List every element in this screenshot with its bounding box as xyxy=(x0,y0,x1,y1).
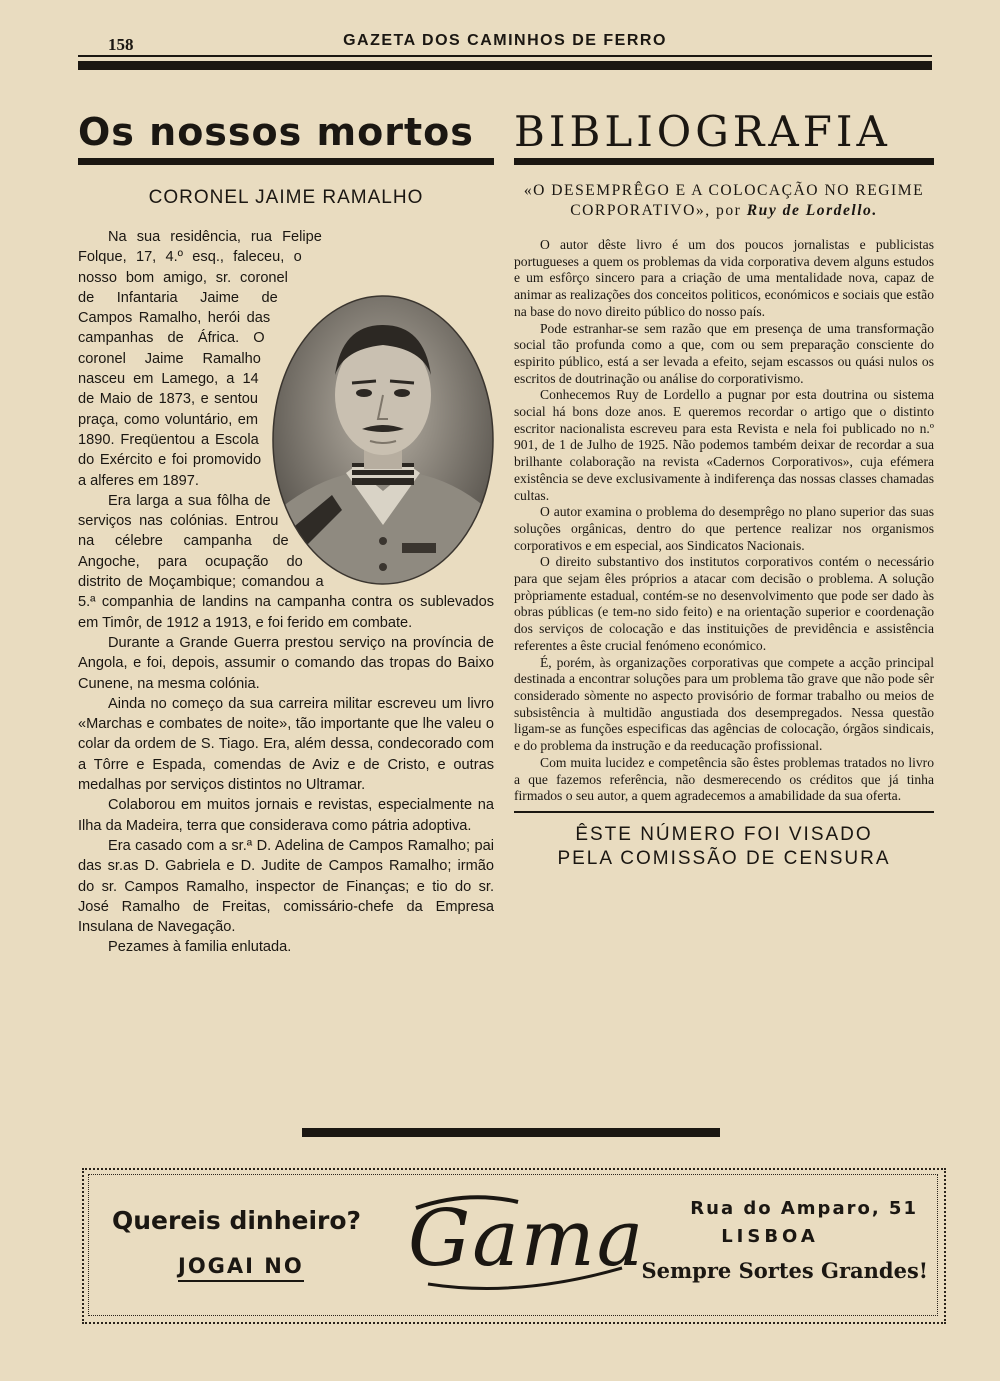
censorship-rule xyxy=(514,811,934,813)
bibliography-column xyxy=(514,108,934,871)
separator-rule xyxy=(302,1128,720,1137)
ad-question: Quereis dinheiro? xyxy=(112,1206,362,1235)
obituary-paragraph: Era casado com a sr.ª D. Adelina de Campos Ramalho; pai das sr.as D. Gabriela e D. Judite de Campos Ramalho; irmão do sr. Campos Ramalho, inspector de Finanças; e tio do sr. José Ramalho de Freitas, comissário-chefe da Empresa Insulana de Navegação. xyxy=(78,837,494,936)
ad-city: LISBOA xyxy=(721,1226,819,1247)
review-paragraph: Com muita lucidez e competência são êstes problemas tratados no livro a que fazemos referência, não desmerecendo os créditos que já tinha firmados o seu autor, a quem agradecemos a amabilidade da sua oferta. xyxy=(514,754,934,804)
obituary-paragraph-text: Na sua residência, rua Felipe Folque, 17, 4.º esq., faleceu, o nosso bom amigo, sr. coronel de Infantaria Jaime de Campos Ramalho, herói das campanhas de África. O coronel Jaime Ramalho nasceu em Lamego, a 14 de Maio de 1873, e sentou praça, como voluntário, em 1890. Freqüentou a Escola do Exército e foi promovido a alferes em 1897. xyxy=(78,229,322,489)
review-paragraph: É, porém, às organizações corporativas que compete a acção principal destinada a encontrar soluções para um problema tão grave que não pode sêr considerado sòmente no aspecto provisório de formar trabalho ou meios de subsistência à multidão angustiada dos desempregados. Nessa questão ligam-se as funções especificas das agências de colocação, órgãos sindicais, e do problema da instrução e da reeducação profissional. xyxy=(514,654,934,754)
obituary-section-title: Os nossos mortos xyxy=(78,110,474,154)
obituary-paragraph: Durante a Grande Guerra prestou serviço na província de Angola, e foi, depois, assumir o comando das tropas do Baixo Cunene, na mesma colónia. xyxy=(78,634,494,692)
obituary-paragraph: Era larga a sua fôlha de serviços nas colónias. Entrou na célebre campanha de Angoche, para ocupação do distrito de Moçambique; comandou a 5.ª companhia de landins na campanha contra os sublevados em Timôr, de 1912 a 1913, e foi ferido em combate. xyxy=(78,492,494,631)
obituary-paragraph: Pezames à familia enlutada. xyxy=(108,939,292,956)
portrait-illustration xyxy=(272,295,494,585)
page-number: 158 xyxy=(108,35,134,54)
brand-logo: Gama xyxy=(408,1194,646,1284)
review-text xyxy=(514,237,934,805)
obituary-text xyxy=(78,227,494,958)
review-paragraph: Pode estranhar-se sem razão que em presença de uma transformação social tão profunda como a que, com ou sem preparação consciente do espirito público, está a ser levada a efeito, sejam escassos ou quási nulos os escritos de doutrinação ou análise do corporativismo. xyxy=(514,320,934,386)
obituary-heading: CORONEL JAIME RAMALHO xyxy=(148,187,424,208)
censorship-notice xyxy=(514,823,934,871)
running-header xyxy=(78,30,932,52)
censorship-line: ÊSTE NÚMERO FOI VISADO xyxy=(575,823,873,845)
book-title: «O DESEMPRÊGO E A COLOCAÇÃO NO REGIME CORPORATIVO», xyxy=(523,182,925,219)
portrait-photo xyxy=(272,295,494,585)
journal-name: GAZETA DOS CAMINHOS DE FERRO xyxy=(343,32,667,49)
book-by-label: por xyxy=(716,202,742,219)
review-paragraph: O autor dêste livro é um dos poucos jornalistas e publicistas portugueses a quem os problemas da vida corporativa devem alguns estudos e um esfôrço sincero para a criação de uma mentalidade nova, capaz de animar as realizações dos conceitos politicos, económicos e sociais que estão na base do novo direito público do nosso país. xyxy=(514,237,934,319)
review-paragraph: O direito substantivo dos institutos corporativos contém o necessário para que sejam êles próprios a atacar com decisão o problema. A solução pròpriamente estadual, contém-se no desenvolvimento que pode ser dado às obras públicas (e tem-no sido feito) e na orientação superior e coordenação dos serviços de colocação e das instituições de previdência e assistência referentes a êste crucial fenómeno económico. xyxy=(514,554,934,653)
obituary-paragraph: Colaborou em muitos jornais e revistas, especialmente na Ilha da Madeira, terra que considerava como pátria adoptiva. xyxy=(78,797,494,834)
obituary-paragraph: Ainda no começo da sua carreira militar escreveu um livro «Marchas e combates de noite», tão importante que lhe valeu o colar da ordem de S. Tiago. Era, além dessa, condecorado com a Tôrre e Espada, comendas de Aviz e de Cristo, e outras medalhas por serviços distintos no Ultramar. xyxy=(78,695,494,794)
bibliography-title-rule xyxy=(514,158,934,165)
censorship-line: PELA COMISSÃO DE CENSURA xyxy=(557,847,891,869)
obituary-title-rule xyxy=(78,158,494,165)
ad-slogan: Sempre Sortes Grandes! xyxy=(641,1258,928,1283)
obituary-column xyxy=(78,108,494,958)
ad-play-at: JOGAI NO xyxy=(178,1254,304,1282)
review-paragraph: O autor examina o problema do desemprêgo no plano superior das suas soluções orgânicas, dentro do que pertence realizar nos organismos corporativos e em especial, aos Sindicatos Nacionais. xyxy=(514,504,934,553)
lottery-advertisement xyxy=(82,1168,946,1324)
ad-address: Rua do Amparo, 51 xyxy=(690,1198,918,1219)
book-author: Ruy de Lordello. xyxy=(746,202,878,219)
header-rule-thick xyxy=(78,61,932,70)
bibliography-section-title: BIBLIOGRAFIA xyxy=(514,107,891,156)
obituary-paragraph xyxy=(78,227,494,491)
review-paragraph: Conhecemos Ruy de Lordello a pugnar por esta doutrina ou sistema social há bons doze anos. E queremos recordar o artigo que o distinto escritor nacionalista escreveu para esta Revista e nela foi publicado no n.º 901, de 1 de Julho de 1925. Não podemos também deixar de recordar a sua brilhante colaboração na revista «Cadernos Corporativos», cuja efémera existência se deve exclusivamente à indiferença das nossas classes chamadas cultas. xyxy=(514,387,934,503)
header-rule-thin xyxy=(78,55,932,57)
book-title-block xyxy=(514,181,934,221)
